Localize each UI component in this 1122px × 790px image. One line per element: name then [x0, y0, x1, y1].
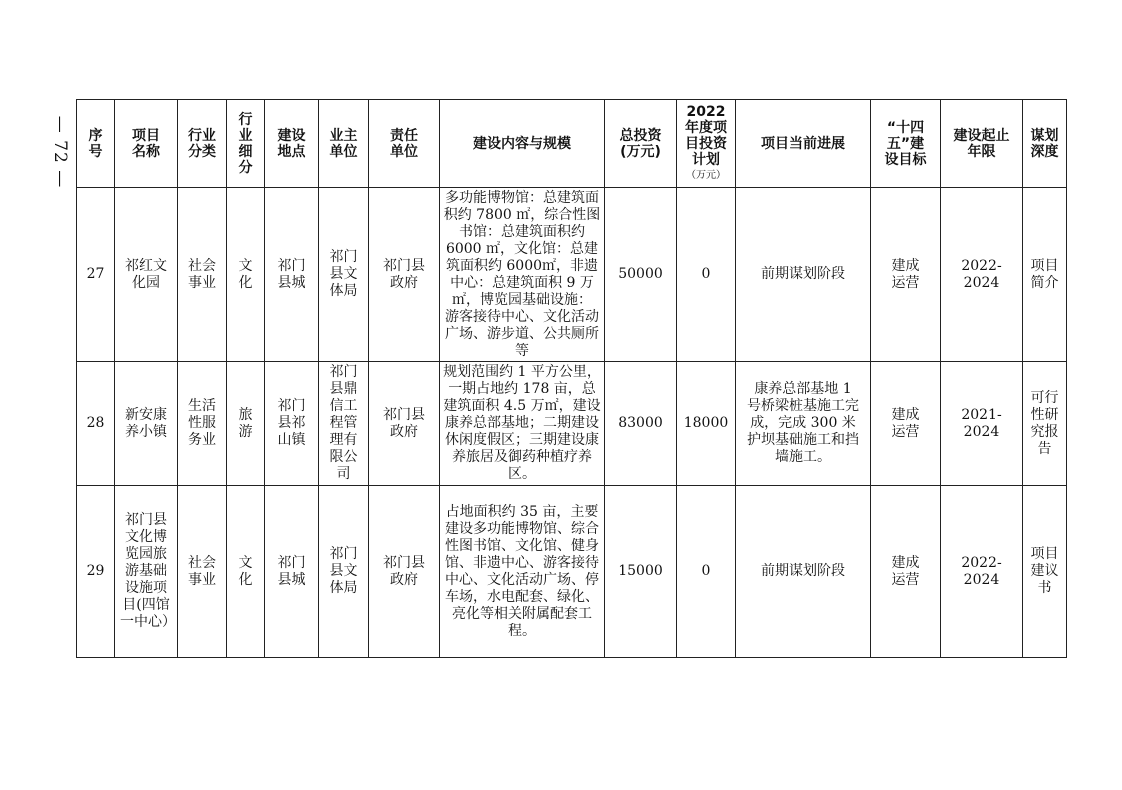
header-responsible: 责任单位 [369, 100, 440, 188]
header-target: “十四五”建设目标 [871, 100, 941, 188]
cell-content: 多功能博物馆：总建筑面积约 7800 ㎡，综合性图书馆：总建筑面积约 6000 ㎡，文化馆：总建筑面积约 6000㎡，非遗中心：总建筑面积 9 万㎡，博览园基础设施： 游客接待中心、文化活动广场、游步道、公共厕所等 [440, 188, 605, 362]
header-depth: 谋划深度 [1023, 100, 1067, 188]
header-plan-2022 [677, 100, 736, 188]
cell-target: 建成运营 [871, 188, 941, 362]
cell-depth: 项目建议书 [1023, 486, 1067, 658]
cell-location: 祁门县城 [265, 188, 319, 362]
cell-progress: 前期谋划阶段 [736, 188, 871, 362]
cell-target: 建成运营 [871, 486, 941, 658]
cell-subindustry: 文化 [227, 188, 265, 362]
cell-total-investment: 50000 [605, 188, 677, 362]
cell-depth: 可行性研究报告 [1023, 362, 1067, 486]
cell-seq: 27 [77, 188, 115, 362]
header-seq: 序号 [77, 100, 115, 188]
table-row [77, 188, 1067, 362]
header-name: 项目名称 [115, 100, 178, 188]
header-content: 建设内容与规模 [440, 100, 605, 188]
cell-responsible: 祁门县政府 [369, 486, 440, 658]
cell-years: 2021-2024 [941, 362, 1023, 486]
cell-owner: 祁门县鼎信工程管理有限公司 [319, 362, 369, 486]
cell-content: 占地面积约 35 亩，主要建设多功能博物馆、综合性图书馆、文化馆、健身馆、非遗中心、游客接待中心、文化活动广场、停车场，水电配套、绿化、亮化等相关附属配套工程。 [440, 486, 605, 658]
header-total-investment: 总投资(万元) [605, 100, 677, 188]
cell-location: 祁门县城 [265, 486, 319, 658]
cell-plan-2022: 0 [677, 188, 736, 362]
cell-owner: 祁门县文体局 [319, 486, 369, 658]
cell-depth: 项目简介 [1023, 188, 1067, 362]
cell-subindustry: 旅游 [227, 362, 265, 486]
cell-industry: 社会事业 [178, 188, 227, 362]
cell-industry: 社会事业 [178, 486, 227, 658]
cell-content: 规划范围约 1 平方公里，一期占地约 178 亩，总建筑面积 4.5 万㎡，建设康养总部基地；二期建设休闲度假区；三期建设康养旅居及御药种植疗养区。 [440, 362, 605, 486]
cell-progress: 前期谋划阶段 [736, 486, 871, 658]
cell-plan-2022: 18000 [677, 362, 736, 486]
header-owner: 业主单位 [319, 100, 369, 188]
table-header-row [77, 100, 1067, 188]
header-years: 建设起止年限 [941, 100, 1023, 188]
header-industry: 行业分类 [178, 100, 227, 188]
table-row [77, 486, 1067, 658]
cell-progress: 康养总部基地 1 号桥梁桩基施工完成，完成 300 米护坝基础施工和挡墙施工。 [736, 362, 871, 486]
header-plan-2022-label: 2022年度项目投资计划 [685, 103, 727, 168]
cell-total-investment: 15000 [605, 486, 677, 658]
cell-name: 新安康养小镇 [115, 362, 178, 486]
header-progress: 项目当前进展 [736, 100, 871, 188]
cell-responsible: 祁门县政府 [369, 362, 440, 486]
header-subindustry: 行业细分 [227, 100, 265, 188]
cell-name: 祁门县文化博览园旅游基础设施项目(四馆一中心） [115, 486, 178, 658]
cell-subindustry: 文化 [227, 486, 265, 658]
cell-seq: 28 [77, 362, 115, 486]
cell-total-investment: 83000 [605, 362, 677, 486]
cell-years: 2022-2024 [941, 188, 1023, 362]
cell-industry: 生活性服务业 [178, 362, 227, 486]
cell-owner: 祁门县文体局 [319, 188, 369, 362]
cell-location: 祁门县祁山镇 [265, 362, 319, 486]
table-row [77, 362, 1067, 486]
cell-years: 2022-2024 [941, 486, 1023, 658]
project-table [76, 99, 1067, 658]
cell-plan-2022: 0 [677, 486, 736, 658]
cell-target: 建成运营 [871, 362, 941, 486]
page-number: — 72 — [50, 115, 71, 189]
cell-name: 祁红文化园 [115, 188, 178, 362]
cell-responsible: 祁门县政府 [369, 188, 440, 362]
cell-seq: 29 [77, 486, 115, 658]
header-plan-2022-unit: （万元） [686, 169, 726, 181]
header-location: 建设地点 [265, 100, 319, 188]
